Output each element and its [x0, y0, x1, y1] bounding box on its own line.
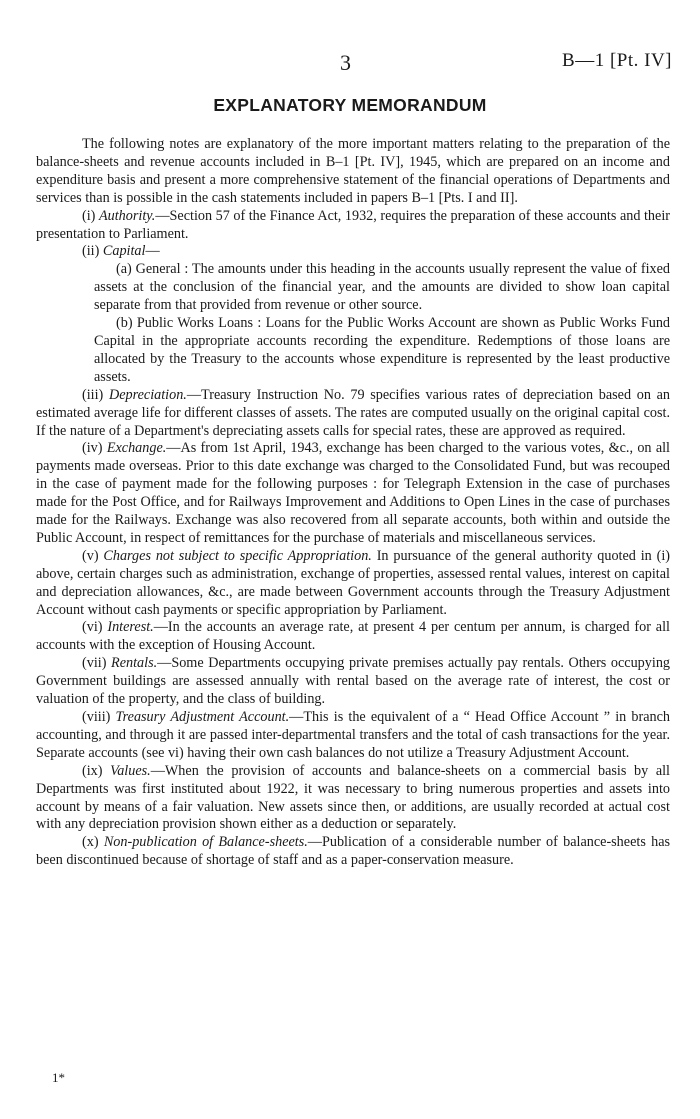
section-non-publication	[36, 834, 670, 870]
subsection-text: Loans for the Public Works Account are shown as Public Works Fund Capital in the appropriate accounts recording the expenditure. Redemptions of those loans are allocated by the Treasury to the accounts whose expenditure is represented by the least productive assets.	[94, 315, 671, 385]
section-text: —Section 57 of the Finance Act, 1932, requires the preparation of these accounts and their presentation to Parliament.	[36, 207, 670, 242]
section-number: (ix)	[82, 762, 103, 779]
document-reference: B—1 [Pt. IV]	[562, 50, 672, 71]
section-text: —	[145, 243, 160, 260]
section-number: (ii)	[82, 243, 100, 260]
section-heading: Treasury Adjustment Account.	[115, 709, 290, 725]
section-number: (vi)	[82, 619, 103, 636]
section-charges	[36, 548, 670, 620]
section-heading: Values.	[110, 762, 151, 779]
section-text: —As from 1st April, 1943, exchange has been charged to the various votes, &c., on all payments made overseas. Prior to this date exchange was charged to the Consolidated Fund, but was recouped in the case of payment made for the following purposes : for Telegraph Extension in the case of purchases made for the Post Office, and for Railways Improvement and Additions to Open Lines in the case of purchases made for the Railways. Exchange was also recovered from all separate accounts, both within and outside the Public Account, in respect of remittances for the purchase of materials and miscellaneous services.	[36, 440, 670, 546]
section-number: (vii)	[82, 655, 107, 672]
section-number: (iii)	[82, 386, 104, 403]
section-capital	[36, 243, 670, 261]
capital-public-works-loans	[94, 315, 670, 387]
section-heading: Authority.	[98, 207, 156, 224]
signature-mark: 1*	[52, 1070, 65, 1085]
subsection-label: (a)	[116, 261, 132, 278]
section-rentals	[36, 655, 670, 709]
intro-paragraph: The following notes are explanatory of the more important matters relating to the preparation of the balance-sheets and revenue accounts included in B–1 [Pt. IV], 1945, which are prepared on an income and expenditure basis and present a more comprehensive statement of the financial operations of Departments and services than is possible in the cash statements included in papers B–1 [Pts. I and II].	[36, 136, 670, 206]
section-text: —In the accounts an average rate, at present 4 per centum per annum, is charged for all accounts with the exception of Housing Account.	[36, 619, 670, 654]
section-depreciation	[36, 387, 670, 441]
section-number: (viii)	[82, 709, 111, 725]
section-heading: Interest.	[107, 619, 154, 636]
section-heading: Non-publication of Balance-sheets.	[103, 834, 308, 851]
section-number: (x)	[82, 834, 99, 851]
section-authority	[36, 208, 670, 244]
section-text: —This is the equivalent of a “ Head Office Account ” in branch accounting, and through it are passed inter-departmental transfers and the total of cash transactions for the year. Separate accounts (see vi) having their own cash balances do not utilize a Treasury Adjustment Account.	[36, 709, 671, 761]
section-text: —Some Departments occupying private premises actually pay rentals. Others occupying Government buildings are assessed annually with rental based on the average rate of interest, the cost or valuation of the property, and the class of building.	[36, 655, 671, 708]
page-header	[0, 50, 700, 76]
section-number: (i)	[82, 207, 96, 224]
capital-general	[94, 261, 670, 315]
section-heading: Rentals.	[111, 655, 158, 672]
section-treasury-adjustment	[36, 709, 670, 763]
page-number: 3	[340, 50, 351, 75]
subsection-text: The amounts under this heading in the accounts usually represent the value of fixed assets at the conclusion of the financial year, and the amounts are divided to show loan capital separate from that provided from revenue or other source.	[94, 261, 671, 314]
section-text: —Publication of a considerable number of balance-sheets has been discontinued because of shortage of staff and as a paper-conservation measure.	[36, 834, 671, 869]
section-interest	[36, 619, 670, 655]
section-text: —When the provision of accounts and balance-sheets on a commercial basis by all Departments was first instituted about 1922, it was necessary to bring numerous properties and assets into account by means of a fair valuation. New assets since then, or additions, are usually recorded at actual cost with any depreciation provision shown either as a deduction or separately.	[36, 762, 670, 833]
section-heading: Depreciation.	[108, 386, 187, 403]
section-heading: Exchange.	[106, 440, 167, 457]
subsection-label: (b)	[116, 315, 133, 332]
section-exchange	[36, 440, 670, 547]
memorandum-body	[36, 136, 670, 870]
section-text: —Treasury Instruction No. 79 specifies various rates of depreciation based on an estimated average life for different classes of assets. The rates are computed usually on the original capital cost. If the nature of a Department's depreciating assets calls for special rates, these are approved as required.	[36, 386, 670, 439]
document-title: EXPLANATORY MEMORANDUM	[213, 95, 487, 115]
subsection-heading: Public Works Loans :	[136, 315, 262, 332]
section-values	[36, 763, 670, 835]
subsection-heading: General :	[135, 261, 189, 278]
section-heading: Capital	[102, 243, 146, 260]
section-text: In pursuance of the general authority quoted in (i) above, certain charges such as administration, exchange of properties, assessed rental values, interest on capital and depreciation allowances, &c., are made between Government accounts through the Treasury Adjustment Account without cash payments or specific appropriation by Parliament.	[36, 547, 670, 618]
section-number: (v)	[82, 547, 99, 564]
section-heading: Charges not subject to specific Appropriation.	[103, 547, 372, 564]
section-number: (iv)	[82, 440, 103, 457]
